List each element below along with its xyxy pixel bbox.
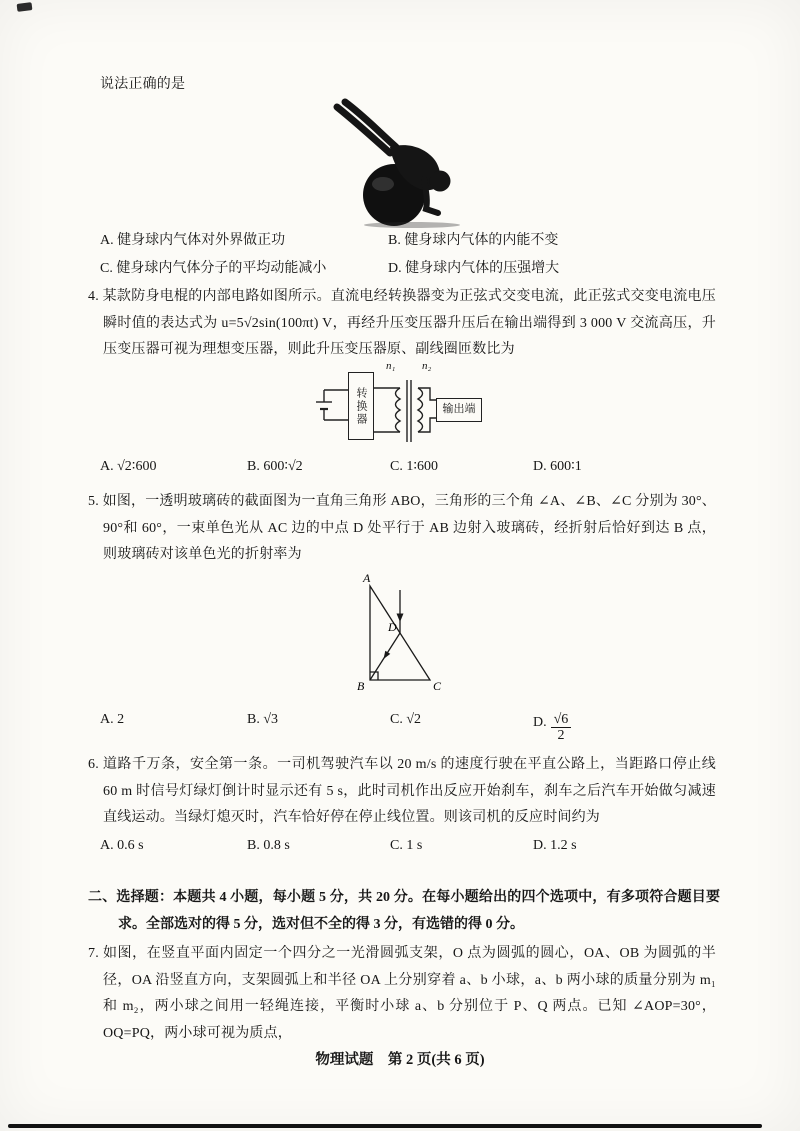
scan-artifact-top-left (17, 2, 33, 12)
section-2-header: 二、选择题：本题共 4 小题，每小题 5 分，共 20 分。在每小题给出的四个选项中，有多项符合题目要求。全部选对的得 5 分，选对但不全的得 3 分，有选错的得 0 分。 (88, 890, 720, 932)
glass-prism-graphic (350, 570, 450, 698)
question-3-options-row-2 (88, 257, 748, 281)
q4-option-b: B. 600∶√2 (247, 459, 303, 474)
fraction-denominator: 2 (557, 728, 565, 744)
q4-option-c: C. 1∶600 (390, 459, 438, 474)
q6-option-d: D. 1.2 s (533, 838, 577, 853)
q5-option-a: A. 2 (100, 712, 125, 727)
point-d-label: D (388, 620, 397, 634)
converter-box: 转换器 (348, 372, 374, 440)
q3-option-b: B. 健身球内气体的内能不变 (388, 233, 559, 248)
vertex-c-label: C (433, 679, 442, 693)
fitness-ball-photo-graphic (312, 95, 477, 231)
q3-option-d: D. 健身球内气体的压强增大 (388, 261, 560, 276)
question-4-options (88, 458, 748, 482)
q4-option-a: A. √2∶600 (100, 459, 157, 474)
question-6-options (88, 838, 748, 862)
question-5-text: 5. 如图，一透明玻璃砖的截面图为一直角三角形 ABO，三角形的三个角 ∠A、∠B、∠C 分别为 30°、90°和 60°，一束单色光从 AC 边的中点 D 处平行于 AB 边射入玻璃砖，经折射后恰好到达 B 点，则玻璃砖对该单色光的折射率为 (88, 494, 716, 562)
question-3-options-row-1 (88, 229, 748, 253)
q3-option-a: A. 健身球内气体对外界做正功 (100, 233, 286, 248)
n1-label: n₁ (386, 360, 396, 372)
fraction-numerator: √6 (551, 712, 572, 728)
output-box: 输出端 (436, 398, 482, 422)
q6-option-c: C. 1 s (390, 838, 423, 853)
q6-option-b: B. 0.8 s (247, 838, 290, 853)
fitness-ball-photo (312, 95, 477, 231)
q5-option-d-fraction (551, 712, 572, 744)
q5-option-c: C. √2 (390, 712, 422, 727)
scan-artifact-bottom-line (8, 1124, 762, 1128)
question-3-stem-fragment: 说法正确的是 (100, 77, 186, 92)
q4-option-d: D. 600∶1 (533, 459, 582, 474)
q3-option-c: C. 健身球内气体分子的平均动能减小 (100, 261, 327, 276)
n2-label: n₂ (422, 360, 432, 372)
circuit-diagram (306, 362, 484, 454)
question-7-text: 7. 如图，在竖直平面内固定一个四分之一光滑圆弧支架，O 点为圆弧的圆心，OA、OB 为圆弧的半径，OA 沿竖直方向，支架圆弧上和半径 OA 上分别穿着 a、b 小球，a、b 两小球的质量分别为 m₁ 和 m₂，两小球之间用一轻绳连接，平衡时小球 a、b 分别位于 P、Q 两点。已知 ∠AOP=30°，OQ=PQ，两小球可视为质点， (88, 946, 716, 1041)
q5-option-b: B. √3 (247, 712, 279, 727)
vertex-b-label: B (357, 679, 365, 693)
q5-option-d-prefix: D. (533, 715, 547, 731)
vertex-a-label: A (363, 571, 371, 585)
q5-option-d (533, 712, 571, 744)
q6-option-a: A. 0.6 s (100, 838, 144, 853)
page-footer: 物理试题 第 2 页(共 6 页) (315, 1052, 485, 1068)
question-6-text: 6. 道路千万条，安全第一条。一司机驾驶汽车以 20 m/s 的速度行驶在平直公路上，当距路口停止线 60 m 时信号灯绿灯倒计时显示还有 5 s，此时司机作出反应开始刹车，刹车之后汽车开始做匀减速直线运动。当绿灯熄灭时，汽车恰好停在停止线位置。则该司机的反应时间约为 (88, 757, 716, 825)
question-4-text: 4. 某款防身电棍的内部电路如图所示。直流电经转换器变为正弦式交变电流，此正弦式交变电流电压瞬时值的表达式为 u=5√2sin(100πt) V，再经升压变压器升压后在输出端得到 3 000 V 交流高压，升压变压器可视为理想变压器，则此升压变压器原、副线圈匝数比为 (88, 289, 716, 357)
glass-prism-diagram (350, 570, 450, 698)
question-5-options (88, 712, 748, 746)
